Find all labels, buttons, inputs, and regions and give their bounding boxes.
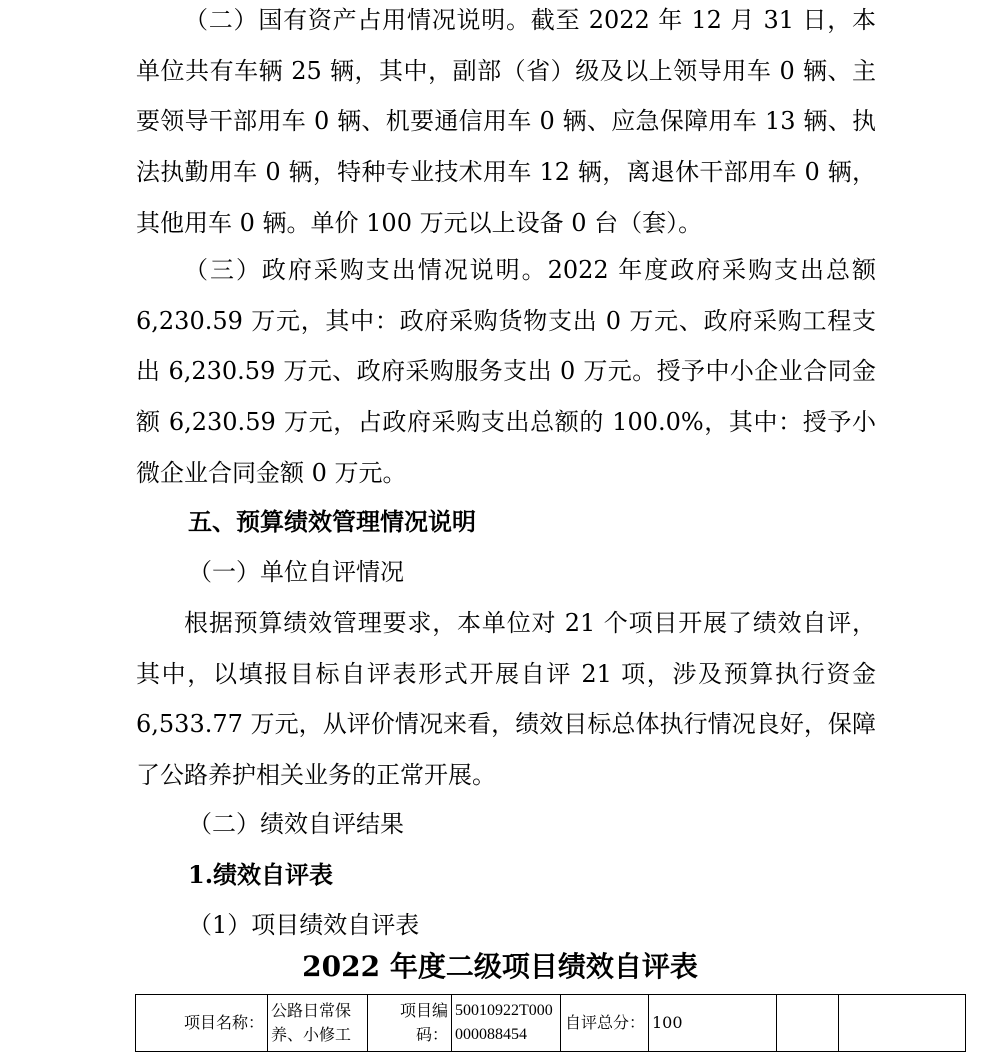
empty-cell [777,995,839,1052]
table-row [136,995,966,1052]
section-heading-performance: 五、预算绩效管理情况说明 [188,507,476,536]
project-name-label: 项目名称： [136,995,268,1052]
table-title: 2022 年度二级项目绩效自评表 [302,950,698,983]
project-code-value: 50010922T000000088454 [452,995,561,1052]
project-code-label: 项目编码： [368,995,452,1052]
total-score-label: 自评总分： [561,995,649,1052]
subsection-heading-self-evaluation: （一）单位自评情况 [188,558,404,586]
paragraph-government-procurement: （三）政府采购支出情况说明。2022 年度政府采购支出总额 6,230.59 万元，其中：政府采购货物支出 0 万元、政府采购工程支出 6,230.59 万元、政府采购服务支出 0 万元。授予中小企业合同金额 6,230.59 万元，占政府采购支出总额的 100.0%，其中：授予小微企业合同金额 0 万元。 [136,256,876,487]
paragraph-self-evaluation: 根据预算绩效管理要求，本单位对 21 个项目开展了绩效自评，其中，以填报目标自评表形式开展自评 21 项，涉及预算执行资金 6,533.77 万元，从评价情况来看，绩效目标总体执行情况良好，保障了公路养护相关业务的正常开展。 [136,609,876,790]
evaluation-table [135,994,966,1052]
empty-cell [839,995,966,1052]
subsection-heading-results: （二）绩效自评结果 [188,810,404,838]
item-subheading-project-table: （1）项目绩效自评表 [188,911,420,939]
project-name-value: 公路日常保养、小修工 [268,995,368,1052]
item-heading-evaluation-table: 1.绩效自评表 [188,860,334,889]
total-score-value: 100 [649,995,777,1052]
paragraph-state-assets: （二）国有资产占用情况说明。截至 2022 年 12 月 31 日，本单位共有车辆 25 辆，其中，副部（省）级及以上领导用车 0 辆、主要领导干部用车 0 辆、机要通信用车 0 辆、应急保障用车 13 辆、执法执勤用车 0 辆，特种专业技术用车 12 辆，离退休干部用车 0 辆，其他用车 0 辆。单价 100 万元以上设备 0 台（套）。 [136,6,876,237]
